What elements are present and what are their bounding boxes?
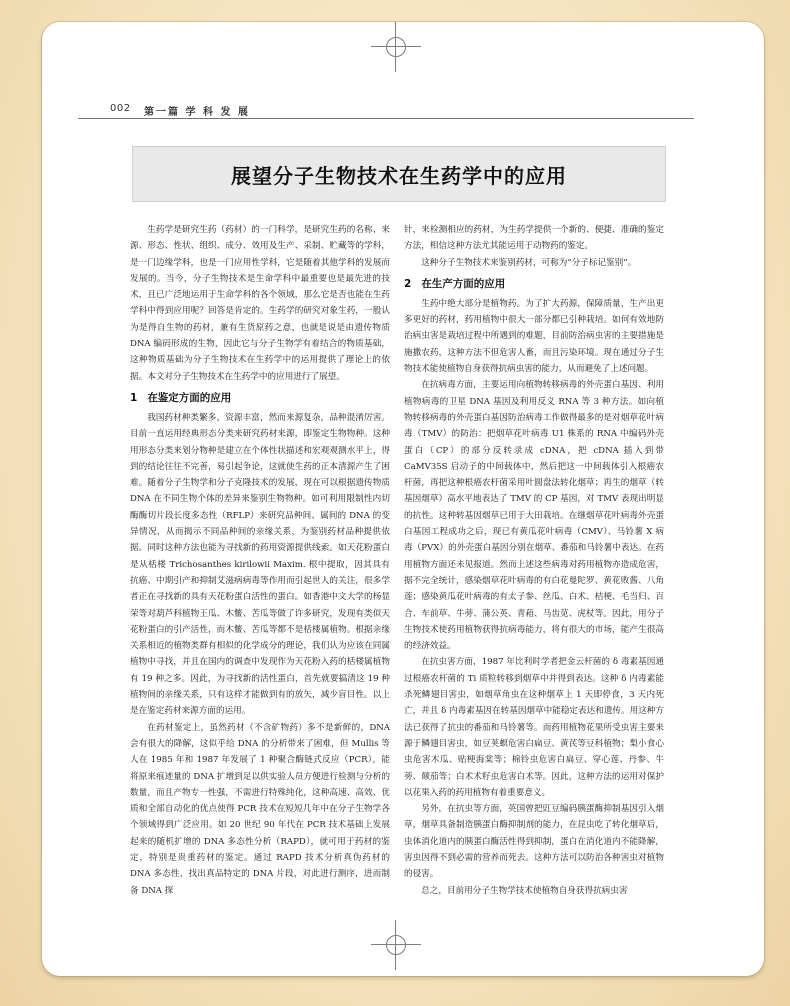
intro-paragraph: 生药学是研究生药（药材）的一门科学，是研究生药的名称、来源、形态、性状、组织、成分、效用及生产、采制、贮藏等的学科，是一门边缘学科，也是一门应用性学科，它是随着其他学科的发展而发展的。当今，分子生物技术是生命学科中最重要也是最先进的技术，且已广泛地运用于生命学科的各个领域，那么它是否也能在生药学科中得到应用呢？回答是肯定的。生药学的研究对象生药，一般认为是得自生物的药材，兼有生货原药之意，也就是说是由遗传物质 DNA 编码形成的生物，因此它与分子生物学有着结合的物质基础，这种物质基础为分子生物技术在生药学中的运用提供了理论上的依据。本文对分子生物技术在生药学中的应用进行了展望。 [130,225,390,382]
crop-mark-top-icon [371,22,421,72]
paragraph: 在抗虫害方面，1987 年比利时学者把金云杆菌的 δ 毒素基因通过根癌农杆菌的 Ti 质粒转移到烟草中并得到表达。这种 δ 内毒素能杀死鳞翅目害虫，如烟草角虫在这种烟草上 1 天即停食，3 天内死亡，并且 δ 内毒素基因在转基因烟草中能稳定表达和遗传。用这种方法已获得了抗虫的番茄和马铃薯等。而药用植物花果所受虫害主要来源于鳞翅目害虫，如豆荚螟危害白扁豆、黄芪等豆科植物；梨小食心虫危害木瓜、贴梗海棠等；棉铃虫危害白扁豆、穿心莲、丹参、牛蒡、颠茄等；白术术籽虫危害白术等。因此，这种方法的运用对保护以花果入药的药用植物有着重要意义。 [404,657,664,798]
paragraph: 总之，目前用分子生物学技术使植物自身获得抗病虫害 [421,885,628,896]
paragraph: 生药中绝大部分是植物药。为了扩大药源，保障质量，生产出更多更好的药材，药用植物中很大一部分都已引种栽培。如何有效地防治病虫害是栽培过程中所遇到的难题，目前防治病虫害的主要措施是施撒农药，这种方法不但危害人畜，而且污染环境。现在通过分子生物技术能使植物自身获得抗病虫害的能力，从而避免了上述问题。 [404,298,664,375]
paragraph: 在抗病毒方面，主要运用向植物转移病毒的外壳蛋白基因、利用植物病毒的卫星 DNA 基因及利用反义 RNA 等 3 种方法。如向植物转移病毒的外壳蛋白基因防治病毒工作做得最多的是对烟草花叶病毒（TMV）的防治：把烟草花叶病毒 U1 株系的 RNA 中编码外壳蛋白（CP）的部分反转录成 cDNA，把 cDNA 插入到带 CaMV35S 启动子的中间载体中，然后把这一中间载体引入根癌农杆菌，再把这种根癌农杆菌采用叶圆盘法转化烟草；再生的烟草（转基因烟草）高水平地表达了 TMV 的 CP 基因，对 TMV 表现出明显的抗性。这种转基因烟草已用于大田栽培。在继烟草花叶病毒外壳蛋白基因工程成功之后，现已有黄瓜花叶病毒（CMV）、马铃薯 X 病毒（PVX）的外壳蛋白基因分别在烟草、番茄和马铃薯中表达。在药用植物方面还未见报道。然而上述这些病毒对药用植物亦造成危害，据不完全统计，感染烟草花叶病毒的有白花曼陀罗、黄花败酱、八角莲；感染黄瓜花叶病毒的有太子参、丝瓜、白术、桔梗、毛当归、百合、车前草、牛蒡、蒲公英、青葙、马齿苋、虎杖等。因此，用分子生物技术使药用植物获得抗病毒能力，将有很大的市场，能产生很高的经济效益。 [404,380,664,652]
left-column [130,222,390,896]
article-title-box [132,146,666,202]
crop-mark-bottom-icon [371,920,421,970]
section-title: 第一篇 学 科 发 展 [144,107,250,118]
paragraph-continued: 针，来检测相应的药材，为生药学提供一个新的、便捷、准确的鉴定方法，相信这种方法尤其能运用于动物药的鉴定。 [404,225,664,252]
paragraph: 另外，在抗虫等方面，英国曾把豇豆编码胰蛋酶抑制基因引入烟草，烟草具备制造胰蛋白酶抑制剂的能力，在昆虫吃了转化烟草后，虫体消化道内的胰蛋白酶活性得到抑制，蛋白在消化道内不能降解，害虫因得不到必需的营养而死去。这种方法可以防治各种害虫对植物的侵害。 [404,804,664,880]
paragraph: 这种分子生物技术来鉴别药材，可称为“分子标记鉴别”。 [421,257,637,268]
section-heading-1: 1 在鉴定方面的应用 [130,391,232,404]
running-header [78,102,694,119]
paragraph: 我国药材种类繁多，资源丰富，然而来源复杂，品种混淆厉害。目前一直运用经典形态分类来研究药材来源，即鉴定生物物种。这种用形态分类来划分物种是建立在个体性状描述和宏观观测水平上，得到的结论往往不完善，易引起争论，这就使生药的正本清源产生了困难。随着分子生物学和分子克隆技术的发展，现在可以根据遗传物质 DNA 在不同生物个体的差异来鉴别生物物种。如可利用限制性内切酶酶切片段长度多态性（RFLP）来研究品种间、属间的 DNA 的变异情况，从而揭示不同品种间的亲缘关系，为鉴别药材品种提供依据。同时这种方法也能为寻找新的药用资源提供线索。如天花粉蛋白是从栝楼 Trichosanthes kirilowii Maxim. 根中提取，因其具有抗癌、中期引产和抑制艾滋病病毒等作用而引起世人的关注，很多学者正在寻找新的具有天花粉蛋白活性的蛋白。如香港中文大学的杨显荣等对葫芦科植物王瓜、木鳖、苦瓜等做了许多研究，发现有类似天花粉蛋白的引产活性，而木鳖、苦瓜等都不是栝楼属植物。根据亲缘关系相近的植物类群有相似的化学成分的理论，我们认为应该在同属植物中寻找，并且在国内的调查中发现作为天花粉入药的栝楼属植物有 19 种之多。因此，为寻找新的活性蛋白，首先就要搞清这 19 种植物间的亲缘关系，只有这样才能做到有的放矢，减少盲目性。以上是在鉴定药材来源方面的运用。 [130,412,390,717]
section-heading-2: 2 在生产方面的应用 [404,277,506,290]
right-column [404,222,664,896]
article-title: 展望分子生物技术在生药学中的应用 [231,163,567,188]
paragraph: 在药材鉴定上，虽然药材（不含矿物药）多不是新鲜的，DNA 会有很大的降解，这似乎给 DNA 的分析带来了困难，但 Mullis 等人在 1985 年和 1987 年发展了 1 种聚合酶链式反应（PCR），能将原来痕迹量的 DNA 扩增到足以供实验人员方便进行检测与分析的数量，而且产物专一性强，不需进行特殊纯化，这种高速、高效、优质和全部自动化的优点使得 PCR 技术在短短几年中在分子生物学各个领域得到广泛应用。如 20 世纪 90 年代在 PCR 技术基础上发展起来的随机扩增的 DNA 多态性分析（RAPD），就可用于药材的鉴定，特别是贵重药材的鉴定。通过 RAPD 技术分析真伪药材的 DNA 多态性，找出真品特定的 DNA 片段，对此进行测序，进而制备 DNA 探 [130,722,390,896]
page-number: 002 [110,103,131,114]
